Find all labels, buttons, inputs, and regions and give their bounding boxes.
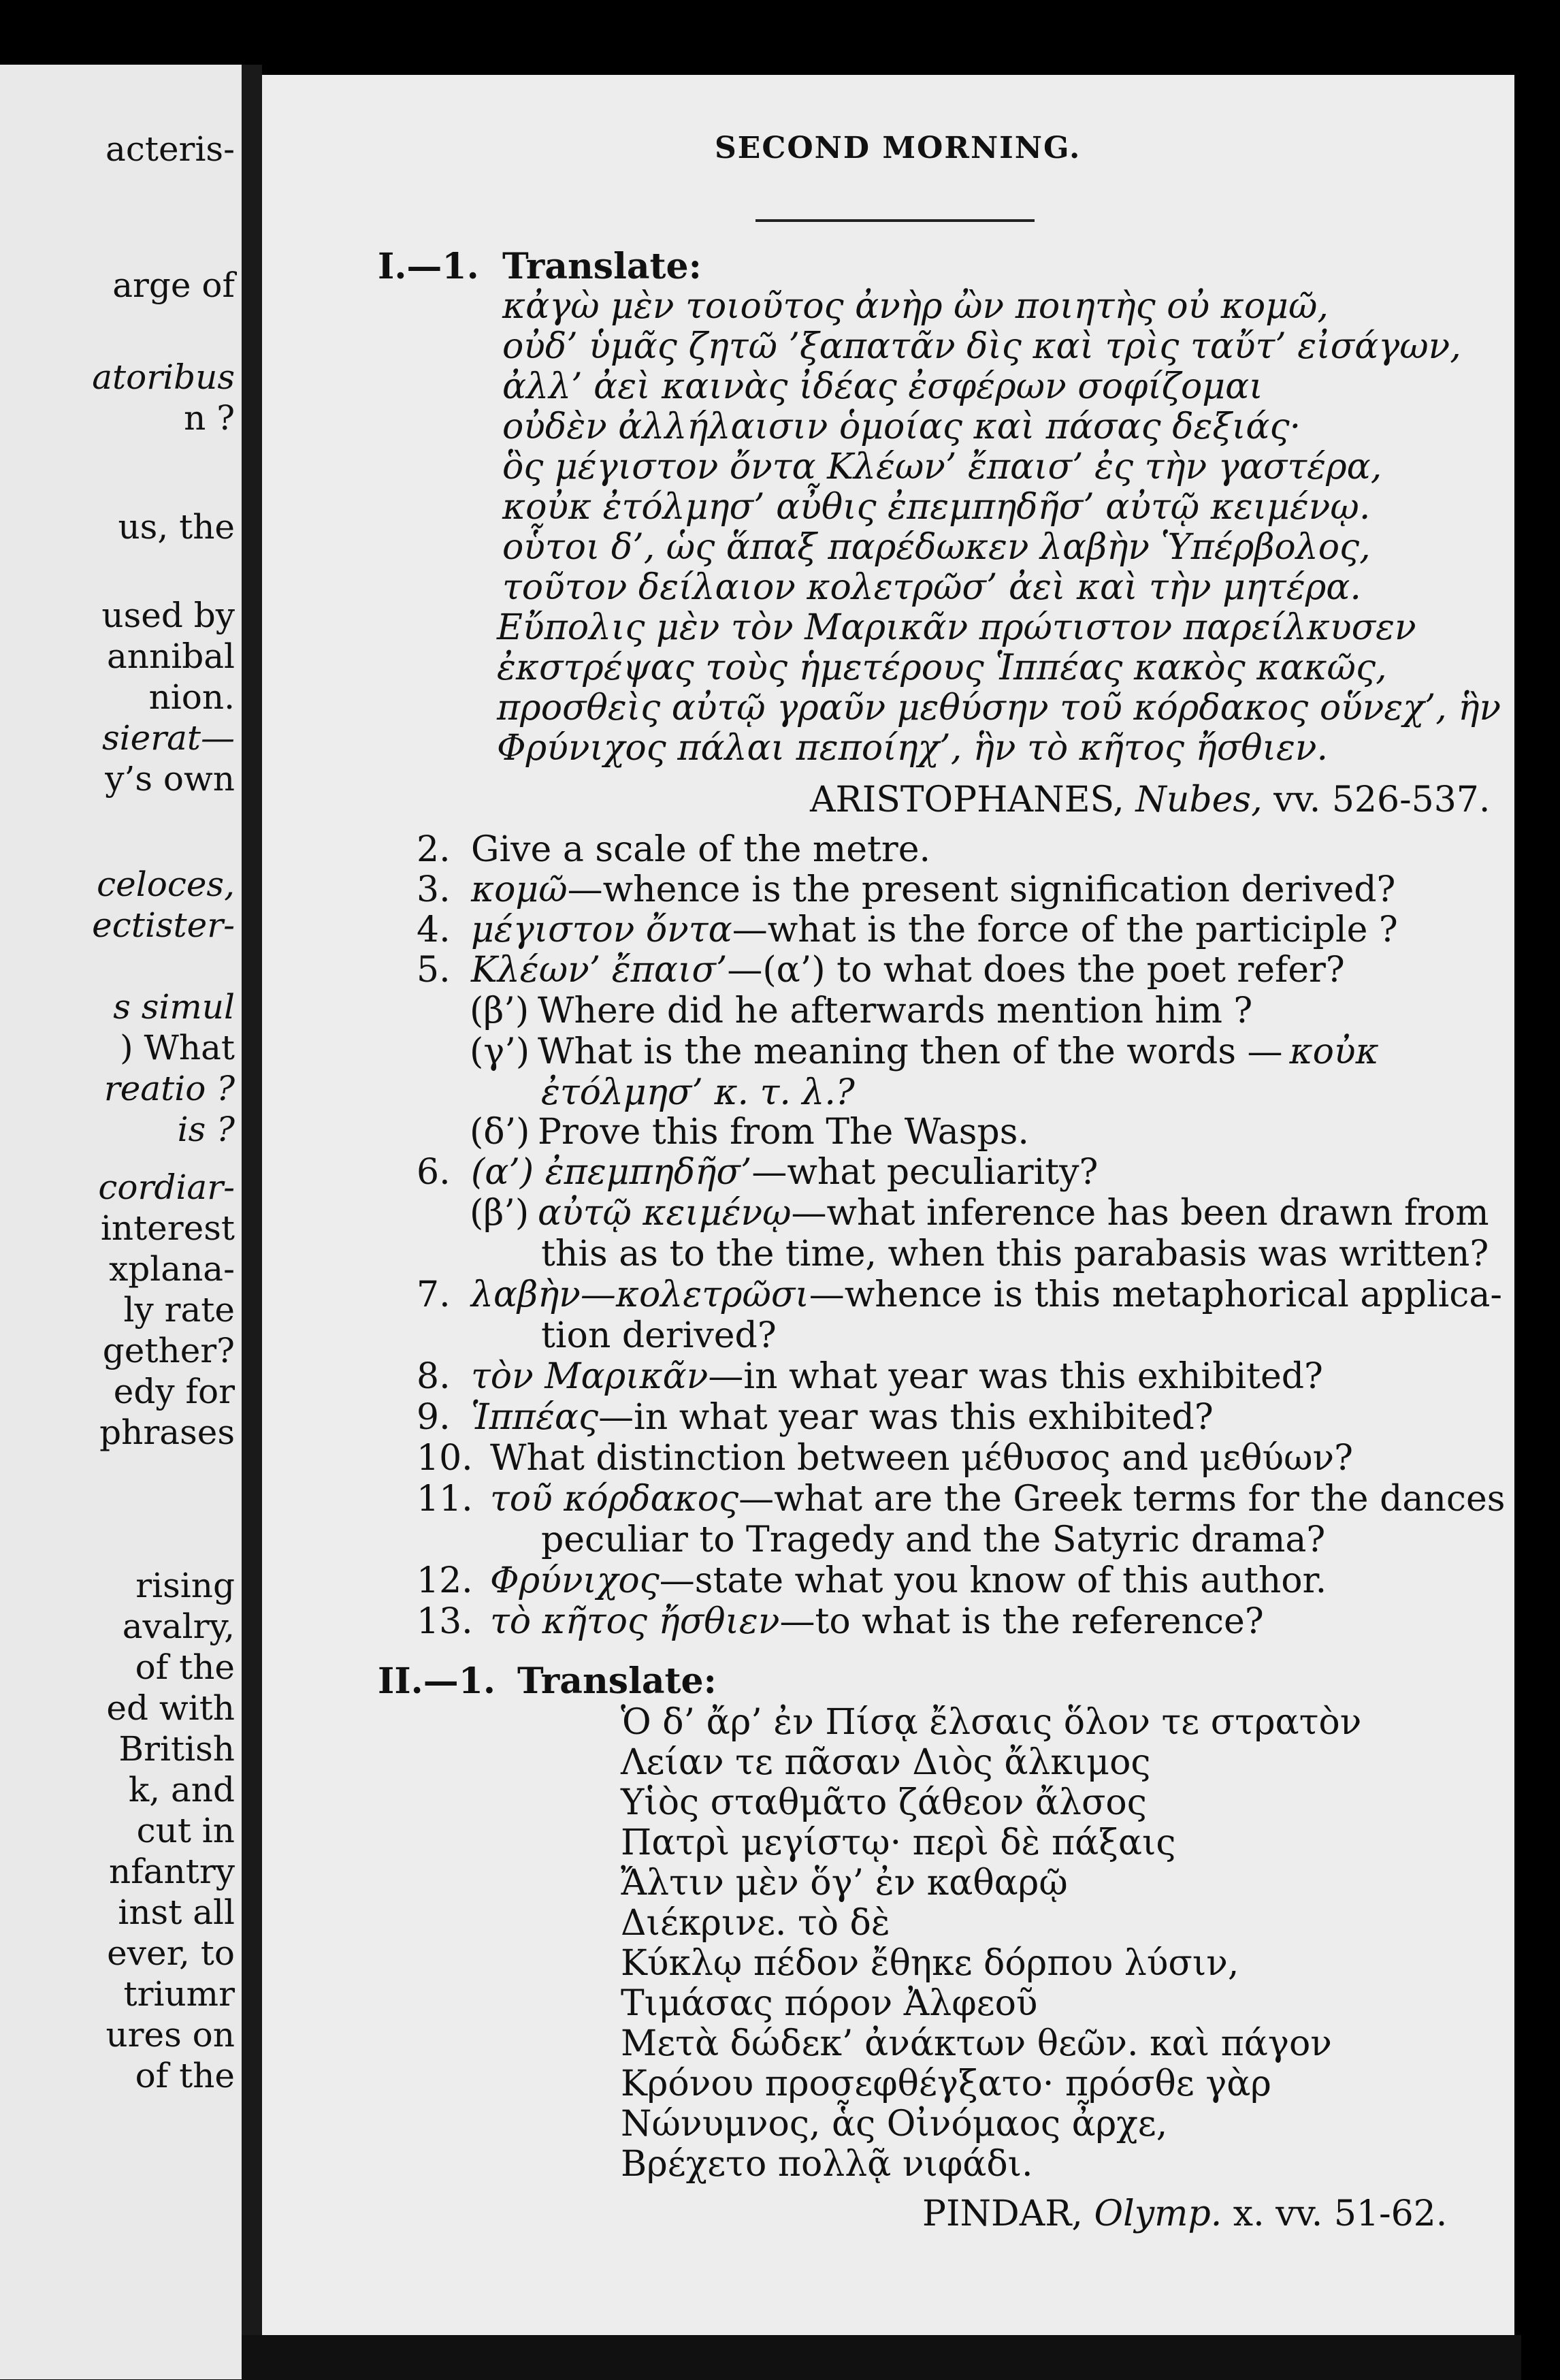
facing-page-line: celoces, (97, 865, 235, 904)
question-row (541, 1315, 777, 1356)
question-text: tion derived? (541, 1315, 777, 1356)
question-number: 13. (417, 1601, 473, 1642)
question-text: —what is the force of the participle ? (732, 910, 1398, 950)
question-text: peculiar to Tragedy and the Satyric drama? (541, 1519, 1326, 1560)
verse-line: κοὐκ ἐτόλμησ’ αὖθις ἐπεμπηδῆσ’ αὐτῷ κειμένῳ. (502, 487, 1371, 528)
facing-page-line: ed with (106, 1688, 235, 1728)
verse-line: Πατρὶ μεγίστῳ· περὶ δὲ πάξαις (621, 1822, 1176, 1863)
question-row (417, 829, 930, 870)
facing-page-line: ever, to (107, 1933, 235, 1973)
question-text: this as to the time, when this parabasis was written? (541, 1234, 1489, 1274)
facing-page-line: of the (135, 1647, 235, 1687)
question-text: —to what is the reference? (779, 1601, 1264, 1642)
question-text: —whence is the present signification derived? (567, 869, 1396, 910)
section-2-citation (922, 2193, 1447, 2234)
facing-page-line: arge of (112, 266, 235, 305)
book-gutter (242, 65, 262, 2379)
facing-page-line: atoribus (92, 357, 235, 397)
page-title: SECOND MORNING. (715, 131, 1082, 165)
question-number: 6. (417, 1152, 451, 1193)
question-greek-term: τοῦ κόρδακος (490, 1479, 739, 1519)
facing-page-line: sierat— (101, 718, 235, 758)
facing-page-line: n ? (184, 398, 235, 438)
question-row (417, 869, 1395, 910)
facing-page-line: y’s own (105, 759, 235, 799)
question-row (417, 1356, 1323, 1397)
verse-line: οὐδ’ ὑμᾶς ζητῶ ’ξαπατᾶν δὶς καὶ τρὶς ταὔτ’ εἰσάγων, (502, 326, 1461, 367)
question-text: Where did he afterwards mention him ? (538, 991, 1253, 1031)
verse-line: προσθεὶς αὐτῷ γραῦν μεθύσην τοῦ κόρδακος οὕνεχ’, ἣν (497, 688, 1501, 728)
verse-line: ἀλλ’ ἀεὶ καινὰς ἰδέας ἐσφέρων σοφίζομαι (502, 366, 1263, 407)
facing-page-line: xplana- (109, 1249, 235, 1289)
question-number: (γ’) (470, 1031, 530, 1072)
title-rule (755, 219, 1035, 222)
question-text: —whence is this metaphorical applica- (809, 1274, 1502, 1315)
question-row (541, 1072, 855, 1113)
question-text: Prove this from The Wasps. (538, 1112, 1029, 1153)
verse-line: Τιμάσας πόρον Ἀλφεοῦ (621, 1983, 1038, 2024)
question-greek-term: τὸν Μαρικᾶν (471, 1356, 709, 1397)
verse-line: Λείαν τε πᾶσαν Διὸς ἄλκιμος (621, 1742, 1151, 1783)
question-number: 12. (417, 1560, 473, 1601)
question-number: (δ’) (470, 1112, 530, 1153)
verse-line: οὗτοι δ’, ὡς ἅπαξ παρέδωκεν λαβὴν Ὑπέρβολος, (502, 527, 1371, 568)
question-number: 7. (417, 1274, 451, 1315)
citation-author: PINDAR, (922, 2193, 1083, 2234)
question-greek-term: ἐτόλμησ’ κ. τ. λ.? (541, 1072, 855, 1113)
question-number: 10. (417, 1438, 473, 1479)
facing-page-line: is ? (177, 1110, 235, 1149)
verse-line: Υἱὸς σταθμᾶτο ζάθεον ἄλσος (621, 1782, 1147, 1823)
question-number: 2. (417, 829, 451, 870)
question-greek-term: Κλέων’ ἔπαισ’ (471, 950, 728, 991)
question-greek-term: Ἱππέας (471, 1397, 599, 1438)
question-text: —(α’) to what does the poet refer? (727, 950, 1345, 991)
question-greek-term: μέγιστον ὄντα (471, 910, 732, 950)
question-row (470, 1193, 1489, 1234)
facing-page-line: us, the (118, 507, 235, 547)
citation-lines: vv. 526-537. (1273, 779, 1491, 820)
facing-page-line: cordiar- (98, 1168, 235, 1207)
question-number: 11. (417, 1479, 473, 1519)
verse-line: Νώνυμνος, ἇς Οἰνόμαος ἆρχε, (621, 2104, 1168, 2144)
question-number: 3. (417, 869, 451, 910)
question-row (417, 950, 1345, 991)
facing-page-line: ) What (120, 1028, 235, 1067)
question-row (470, 1031, 1379, 1072)
verse-line: οὐδὲν ἀλλήλαισιν ὁμοίας καὶ πάσας δεξιάς· (502, 406, 1301, 447)
facing-page-line: reatio ? (103, 1069, 235, 1108)
facing-page-line: phrases (99, 1413, 235, 1452)
section-1-instruction: Translate: (502, 246, 702, 287)
question-row (541, 1519, 1325, 1560)
verse-line: Εὔπολις μὲν τὸν Μαρικᾶν πρώτιστον παρείλκυσεν (497, 607, 1416, 648)
question-text: What is the meaning then of the words — (538, 1031, 1283, 1072)
facing-page-line: annibal (106, 637, 235, 676)
question-number: 8. (417, 1356, 451, 1397)
facing-page-line: acteris- (105, 129, 235, 169)
question-row (417, 1438, 1353, 1479)
citation-author: ARISTOPHANES, (810, 779, 1124, 820)
facing-page-line: k, and (128, 1770, 235, 1810)
question-number: 4. (417, 910, 451, 950)
facing-page-line: cut in (136, 1811, 235, 1850)
facing-page-line: ly rate (123, 1290, 235, 1330)
question-greek-term: (α’) ἐπεμπηδῆσ’ (471, 1152, 752, 1193)
facing-page-line: nion. (148, 677, 235, 717)
question-row (417, 1479, 1505, 1519)
question-row (417, 1274, 1502, 1315)
verse-line: Κρόνου προσεφθέγξατο· πρόσθε γὰρ (621, 2063, 1271, 2104)
facing-page-line: rising (135, 1566, 235, 1605)
question-number: 5. (417, 950, 451, 991)
facing-page-line: nfantry (109, 1852, 235, 1891)
verse-line: κἀγὼ μὲν τοιοῦτος ἀνὴρ ὢν ποιητὴς οὐ κομῶ, (502, 286, 1329, 327)
question-row (470, 991, 1252, 1031)
question-row (470, 1112, 1029, 1153)
facing-page-line: s simul (113, 987, 235, 1027)
question-greek-term: αὐτῷ κειμένῳ (538, 1193, 792, 1234)
verse-line: Κύκλῳ πέδον ἔθηκε δόρπου λύσιν, (621, 1943, 1239, 1984)
facing-page-fragment (0, 65, 242, 2379)
question-row (417, 1397, 1214, 1438)
question-text: —in what year was this exhibited? (708, 1356, 1323, 1397)
facing-page-line: interest (100, 1208, 235, 1248)
facing-page-line: inst all (118, 1893, 235, 1932)
question-row (541, 1234, 1489, 1274)
question-text: —what peculiarity? (751, 1152, 1099, 1193)
facing-page-line: ectister- (92, 905, 235, 945)
citation-work: Olymp. (1094, 2193, 1222, 2234)
question-greek-term: Φρύνιχος (490, 1560, 660, 1601)
question-text: What distinction between μέθυσος and μεθύων? (490, 1438, 1353, 1479)
facing-page-line: of the (135, 2056, 235, 2095)
verse-line: Μετὰ δώδεκ’ ἀνάκτων θεῶν. καὶ πάγον (621, 2023, 1332, 2064)
question-row (417, 910, 1398, 950)
question-greek-term: τὸ κῆτος ἤσθιεν (490, 1601, 780, 1642)
question-number: (β’) (470, 991, 530, 1031)
question-greek-term: κοὐκ (1289, 1031, 1379, 1072)
section-1-label: I.—1. (378, 246, 479, 287)
section-2-instruction: Translate: (517, 1660, 717, 1702)
citation-work: Nubes, (1135, 779, 1263, 820)
question-row (417, 1560, 1327, 1601)
question-text: —what inference has been drawn from (791, 1193, 1489, 1234)
verse-line: Βρέχετο πολλᾷ νιφάδι. (621, 2144, 1033, 2185)
question-row (417, 1601, 1264, 1642)
question-text: —what are the Greek terms for the dances (738, 1479, 1506, 1519)
verse-line: ὃς μέγιστον ὄντα Κλέων’ ἔπαισ’ ἐς τὴν γαστέρα, (502, 447, 1382, 487)
question-text: Give a scale of the metre. (471, 829, 931, 870)
verse-line: Διέκρινε. τὸ δὲ (621, 1903, 890, 1944)
facing-page-line: gether? (102, 1331, 235, 1370)
question-number: 9. (417, 1397, 451, 1438)
facing-page-line: edy for (113, 1372, 235, 1411)
question-text: —state what you know of this author. (659, 1560, 1327, 1601)
page-bottom-shadow (242, 2335, 1521, 2380)
facing-page-line: avalry, (122, 1607, 235, 1646)
section-1-citation (810, 779, 1490, 820)
question-greek-term: λαβὴν—κολετρῶσι (471, 1274, 809, 1315)
verse-line: ἐκστρέψας τοὺς ἡμετέρους Ἱππέας κακὸς κακῶς, (497, 647, 1387, 688)
question-text: —in what year was this exhibited? (598, 1397, 1214, 1438)
question-number: (β’) (470, 1193, 530, 1234)
facing-page-line: ures on (105, 2015, 235, 2055)
question-greek-term: κομῶ (471, 869, 568, 910)
citation-lines: x. vv. 51-62. (1233, 2193, 1448, 2234)
section-2-label: II.—1. (378, 1660, 496, 1702)
verse-line: Ὁ δ’ ἄρ’ ἐν Πίσᾳ ἔλσαις ὅλον τε στρατὸν (621, 1702, 1362, 1743)
facing-page-line: triumr (123, 1974, 235, 2014)
verse-line: Ἄλτιν μὲν ὅγ’ ἐν καθαρῷ (621, 1863, 1068, 1903)
facing-page-line: used by (101, 596, 235, 635)
verse-line: τοῦτον δείλαιον κολετρῶσ’ ἀεὶ καὶ τὴν μητέρα. (502, 567, 1361, 608)
question-row (417, 1152, 1098, 1193)
facing-page-line: British (118, 1729, 235, 1769)
verse-line: Φρύνιχος πάλαι πεποίηχ’, ἣν τὸ κῆτος ἤσθιεν. (497, 728, 1329, 769)
